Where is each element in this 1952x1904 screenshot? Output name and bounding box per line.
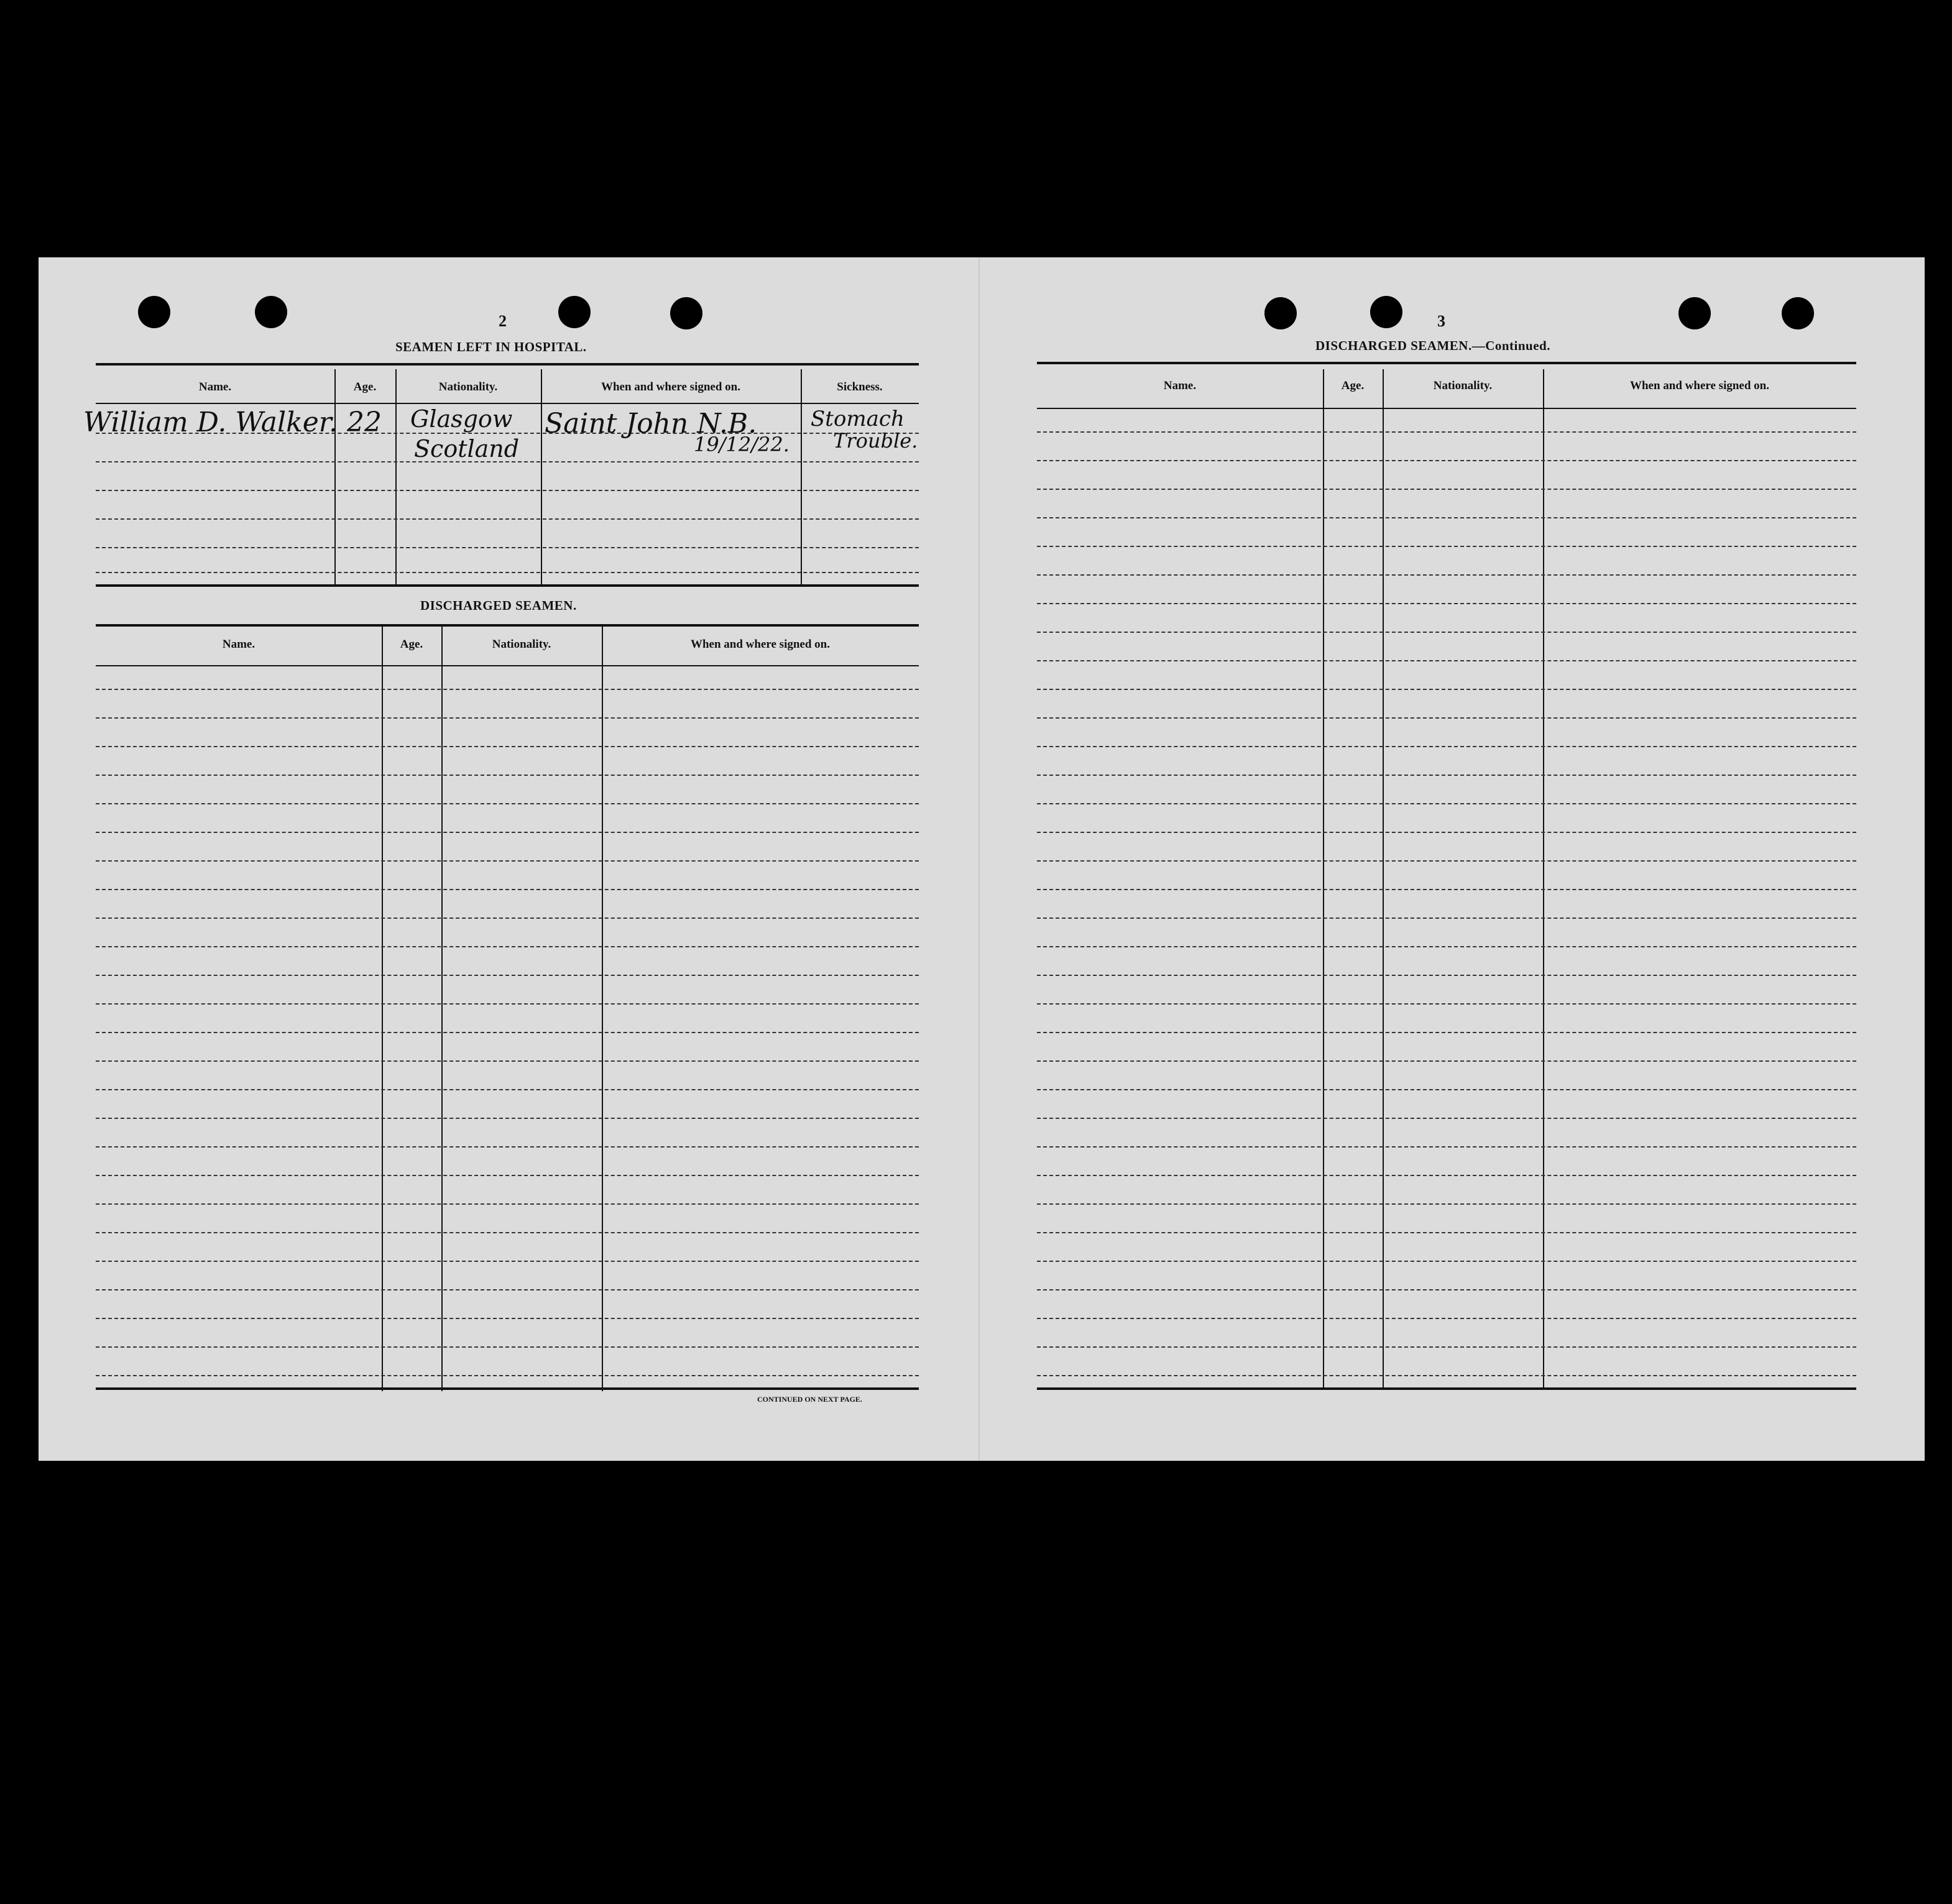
ruled-row-line [96,918,919,919]
page-number-left: 2 [499,312,507,330]
page-number-right: 3 [1437,312,1445,330]
column-header-name: Name. [198,380,232,393]
ruled-row-line [1037,1003,1856,1005]
ruled-row-line [1037,775,1856,776]
ruled-row-line [96,1261,919,1262]
ruled-row-line [1037,689,1856,690]
punch-hole [1782,297,1814,329]
ruled-row-line [1037,918,1856,919]
ruled-row-line [1037,546,1856,547]
discharged-table-left [96,624,919,1395]
ruled-row-line [96,689,919,690]
ruled-row-line [1037,746,1856,747]
ruled-row-line [1037,574,1856,576]
column-header-signed-on: When and where signed on. [1629,379,1769,392]
ruled-row-line [96,1318,919,1319]
ruled-row-line [96,832,919,833]
ruled-row-line [96,1346,919,1348]
ruled-row-line [96,1089,919,1090]
ruled-row-line [96,775,919,776]
ruled-row-line [1037,889,1856,890]
hospital-entry-sickness-line1: Stomach [811,407,905,431]
ruled-row-line [96,1232,919,1233]
ruled-row-line [1037,460,1856,461]
hospital-entry-nationality-line2: Scotland [414,435,520,462]
ruled-row-line [96,1118,919,1119]
column-header-sickness: Sickness. [837,380,883,393]
column-header-nationality: Nationality. [438,380,498,393]
column-header-age: Age. [400,638,423,651]
hospital-entry-age: 22 [347,407,382,438]
ruled-row-line [96,1375,919,1376]
ruled-row-line [1037,1175,1856,1176]
ruled-row-line [1037,946,1856,947]
discharged-table-right [1037,362,1856,1395]
ruled-row-line [96,1203,919,1205]
hospital-entry-name: William D. Walker. [83,407,338,438]
ruled-row-line [1037,632,1856,633]
ruled-row-line [1037,717,1856,719]
hospital-entry-sickness-line2: Trouble. [833,429,918,453]
hospital-entry-nationality-line1: Glasgow [410,405,513,433]
column-header-signed-on: When and where signed on. [690,638,830,651]
column-header-name: Name. [1163,379,1197,392]
ruled-row-line [96,1032,919,1033]
ruled-row-line [1037,1032,1856,1033]
ruled-row-line [1037,1375,1856,1376]
continued-footer: CONTINUED ON NEXT PAGE. [757,1395,862,1404]
ruled-row-line [96,717,919,719]
ruled-row-line [1037,860,1856,862]
ruled-row-line [1037,803,1856,804]
ruled-row-line [96,1060,919,1062]
ruled-row-line [96,975,919,976]
punch-hole [255,296,287,328]
punch-hole [670,297,702,329]
page-fold [978,257,980,1461]
ruled-row-line [1037,1318,1856,1319]
column-header-signed-on: When and where signed on. [601,380,740,393]
ruled-row-line [96,746,919,747]
ruled-row-line [1037,1146,1856,1147]
column-header-age: Age. [353,380,377,393]
hospital-section-title: SEAMEN LEFT IN HOSPITAL. [395,339,587,354]
ruled-row-line [1037,1089,1856,1090]
ruled-row-line [96,1289,919,1290]
ruled-row-line [1037,1261,1856,1262]
ruled-row-line [1037,1289,1856,1290]
ruled-row-line [1037,603,1856,604]
ruled-row-line [96,889,919,890]
ruled-row-line [1037,832,1856,833]
ruled-row-line [1037,517,1856,518]
ruled-row-line [1037,1060,1856,1062]
hospital-entry-signed-on-place: Saint John N.B. [545,408,757,439]
column-header-nationality: Nationality. [1433,379,1493,392]
discharged-continued-title: DISCHARGED SEAMEN.—Continued. [1315,338,1550,353]
column-header-name: Name. [222,638,256,651]
hospital-table [83,363,919,587]
ruled-row-line [1037,1203,1856,1205]
ruled-row-line [96,1003,919,1005]
ruled-row-line [1037,660,1856,661]
ruled-row-line [96,860,919,862]
punch-hole [138,296,170,328]
column-header-nationality: Nationality. [492,638,551,651]
ruled-row-line [1037,975,1856,976]
punch-hole [558,296,591,328]
ruled-row-line [96,946,919,947]
ruled-row-line [1037,1346,1856,1348]
punch-hole [1264,297,1297,329]
column-header-age: Age. [1341,379,1365,392]
discharged-section-title: DISCHARGED SEAMEN. [420,598,577,613]
hospital-entry-signed-on-date: 19/12/22. [694,433,790,456]
ruled-row-line [96,1146,919,1147]
punch-hole [1370,296,1402,328]
ruled-row-line [1037,1232,1856,1233]
punch-hole [1678,297,1711,329]
ruled-row-line [1037,1118,1856,1119]
ruled-row-line [96,803,919,804]
ruled-row-line [1037,431,1856,433]
ruled-row-line [96,1175,919,1176]
ruled-row-line [1037,489,1856,490]
